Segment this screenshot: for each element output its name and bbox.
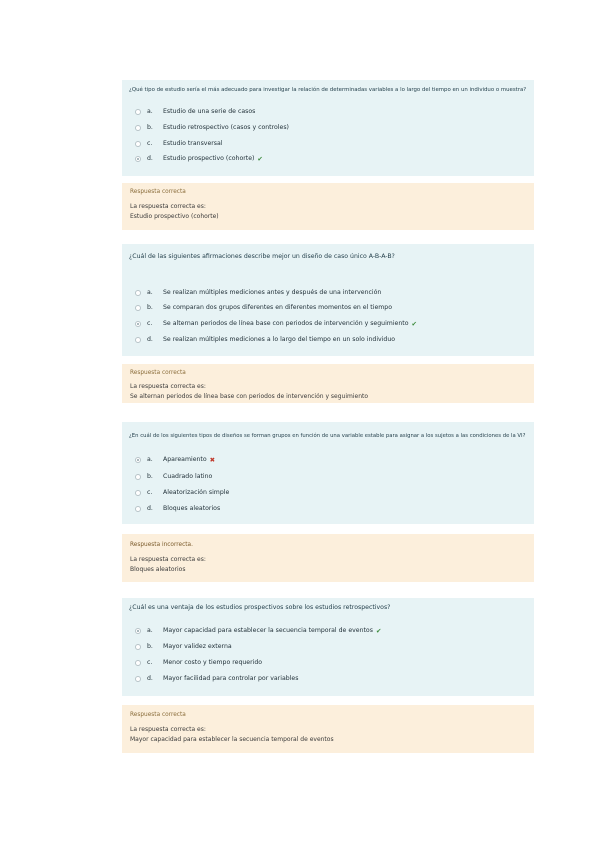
radio-button-selected[interactable] [135, 321, 141, 327]
check-icon: ✔ [257, 154, 263, 163]
radio-button[interactable] [135, 290, 141, 296]
feedback-status: Respuesta incorrecta. [130, 542, 193, 548]
option-text: Mayor capacidad para establecer la secuencia temporal de eventos [163, 627, 373, 634]
option-d[interactable]: d. Estudio prospectivo (cohorte) ✔ [135, 153, 263, 164]
check-icon: ✔ [411, 319, 417, 328]
option-text: Aleatorización simple [163, 489, 230, 496]
radio-button-selected[interactable] [135, 457, 141, 463]
radio-button[interactable] [135, 644, 141, 650]
option-text: Se realizan múltiples mediciones antes y después de una intervención [163, 289, 382, 296]
option-d[interactable]: d. Bloques aleatorios [135, 503, 220, 514]
check-icon: ✔ [375, 626, 382, 635]
option-d[interactable]: d. Mayor facilidad para controlar por variables [135, 673, 298, 684]
question-text: ¿Cuál es una ventaja de los estudios prospectivos sobre los estudios retrospectivos? [129, 604, 391, 611]
feedback-box-1 [122, 183, 534, 230]
option-c[interactable]: c. Estudio transversal [135, 138, 223, 149]
radio-button[interactable] [135, 337, 141, 343]
option-b[interactable]: b. Cuadrado latino [135, 471, 212, 482]
feedback-status: Respuesta correcta [130, 189, 186, 195]
radio-button-selected[interactable] [135, 156, 141, 162]
radio-button[interactable] [135, 474, 141, 480]
option-text: Menor costo y tiempo requerido [163, 659, 263, 666]
radio-button[interactable] [135, 660, 141, 666]
option-text: Cuadrado latino [163, 473, 213, 480]
option-text: Bloques aleatorios [163, 505, 221, 512]
radio-button[interactable] [135, 125, 141, 131]
feedback-box-4 [122, 705, 534, 753]
option-text: Apareamiento [163, 456, 207, 463]
feedback-answer: Bloques aleatorios [130, 566, 186, 573]
question-text: ¿En cuál de los siguientes tipos de diseños se forman grupos en función de una variable estable para asignar a los sujetos a las condiciones de la VI? [129, 433, 526, 439]
option-text: Mayor validez externa [163, 643, 232, 650]
option-text: Se realizan múltiples mediciones a lo largo del tiempo en un solo individuo [163, 336, 396, 343]
option-text: Estudio transversal [163, 140, 223, 147]
radio-button[interactable] [135, 305, 141, 311]
feedback-answer: Estudio prospectivo (cohorte) [130, 213, 219, 220]
option-a[interactable]: a. Apareamiento ✖ [135, 454, 215, 465]
question-block-4 [122, 598, 534, 696]
option-c[interactable]: c. Menor costo y tiempo requerido [135, 657, 262, 668]
option-text: Estudio retrospectivo (casos y controles) [163, 124, 289, 131]
option-c[interactable]: c. Se alternan periodos de línea base con periodos de intervención y seguimiento ✔ [135, 318, 417, 329]
option-a[interactable]: a. Mayor capacidad para establecer la secuencia temporal de eventos ✔ [135, 625, 381, 636]
radio-button-selected[interactable] [135, 628, 141, 634]
radio-button[interactable] [135, 490, 141, 496]
feedback-label: La respuesta correcta es: [130, 383, 206, 390]
question-text: ¿Qué tipo de estudio sería el más adecuado para investigar la relación de determinadas variables a lo largo del tiempo en un individuo o muestra? [129, 87, 527, 93]
option-text: Se alternan periodos de línea base con periodos de intervención y seguimiento [163, 320, 409, 327]
question-text: ¿Cuál de las siguientes afirmaciones describe mejor un diseño de caso único A-B-A-B? [129, 253, 395, 260]
option-d[interactable]: d. Se realizan múltiples mediciones a lo largo del tiempo en un solo individuo [135, 334, 395, 345]
option-text: Estudio de una serie de casos [163, 108, 256, 115]
feedback-label: La respuesta correcta es: [130, 726, 206, 733]
feedback-status: Respuesta correcta [130, 370, 186, 376]
radio-button[interactable] [135, 141, 141, 147]
option-b[interactable]: b. Estudio retrospectivo (casos y controles) [135, 122, 289, 133]
option-text: Estudio prospectivo (cohorte) [163, 155, 255, 162]
option-a[interactable]: a. Estudio de una serie de casos [135, 106, 255, 117]
radio-button[interactable] [135, 506, 141, 512]
feedback-box-3 [122, 534, 534, 582]
feedback-answer: Se alternan periodos de línea base con periodos de intervención y seguimiento [130, 393, 369, 400]
question-block-3 [122, 422, 534, 524]
feedback-label: La respuesta correcta es: [130, 203, 206, 210]
option-c[interactable]: c. Aleatorización simple [135, 487, 229, 498]
feedback-box-2 [122, 364, 534, 403]
question-block-2 [122, 244, 534, 356]
cross-icon: ✖ [209, 455, 216, 464]
radio-button[interactable] [135, 676, 141, 682]
feedback-answer: Mayor capacidad para establecer la secuencia temporal de eventos [130, 736, 334, 743]
option-a[interactable]: a. Se realizan múltiples mediciones antes y después de una intervención [135, 287, 381, 298]
feedback-label: La respuesta correcta es: [130, 556, 206, 563]
option-text: Se comparan dos grupos diferentes en diferentes momentos en el tiempo [163, 304, 392, 311]
radio-button[interactable] [135, 109, 141, 115]
feedback-status: Respuesta correcta [130, 712, 186, 718]
option-b[interactable]: b. Mayor validez externa [135, 641, 232, 652]
option-text: Mayor facilidad para controlar por variables [163, 675, 299, 682]
question-block-1 [122, 80, 534, 176]
option-b[interactable]: b. Se comparan dos grupos diferentes en diferentes momentos en el tiempo [135, 302, 392, 313]
